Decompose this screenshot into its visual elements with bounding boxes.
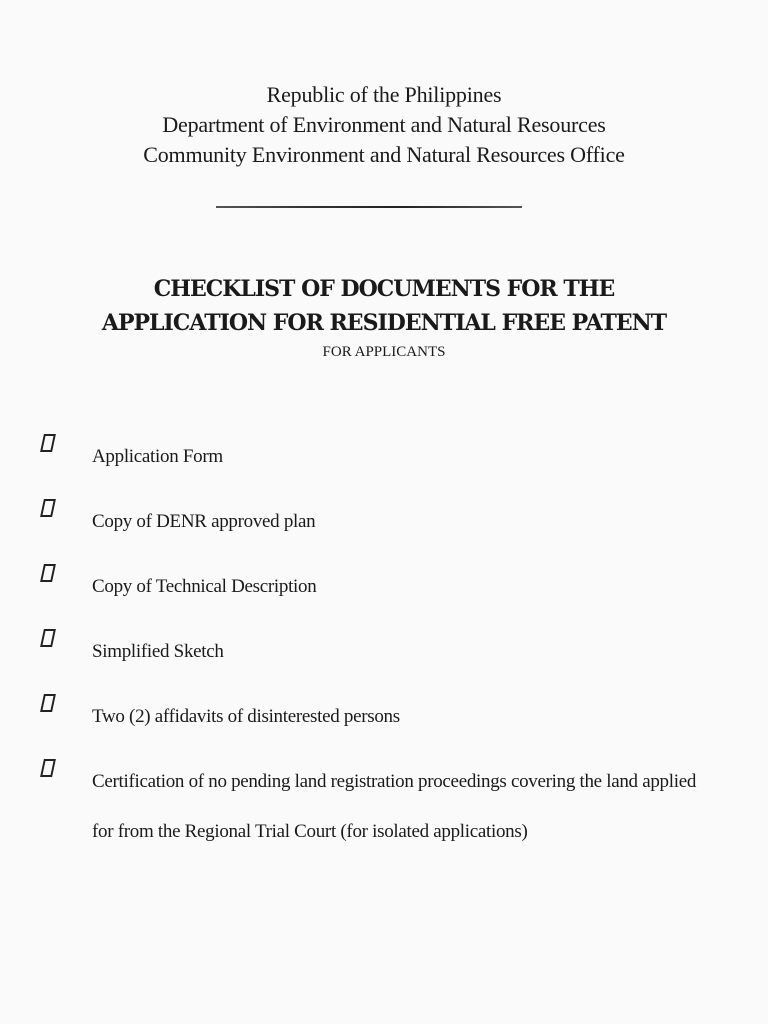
checklist-item-approved-plan bbox=[0, 497, 768, 547]
header-republic: Republic of the Philippines bbox=[266, 82, 502, 107]
checklist-item-affidavits bbox=[0, 692, 768, 742]
checklist-item-technical-description bbox=[0, 562, 768, 612]
checklist-item-label: Certification of no pending land registration proceedings covering the land applied for from the Regional Trial Court (for isolated applications) bbox=[92, 771, 697, 842]
title-line-1: CHECKLIST OF DOCUMENTS FOR THE bbox=[153, 276, 615, 302]
document-title bbox=[0, 272, 768, 362]
checklist-item-application-form bbox=[0, 432, 768, 482]
checkbox-icon[interactable] bbox=[40, 694, 56, 712]
checklist-item-certification bbox=[0, 757, 768, 857]
checklist-item-label: Application Form bbox=[92, 446, 223, 467]
checklist-item-label: Simplified Sketch bbox=[92, 641, 224, 662]
header-office: Community Environment and Natural Resources Office bbox=[143, 142, 625, 167]
checkbox-icon[interactable] bbox=[40, 564, 56, 582]
header-divider bbox=[216, 206, 522, 208]
checklist-item-label: Copy of DENR approved plan bbox=[92, 511, 316, 532]
checklist-item-simplified-sketch bbox=[0, 627, 768, 677]
checkbox-icon[interactable] bbox=[40, 434, 56, 452]
checkbox-icon[interactable] bbox=[40, 629, 56, 647]
title-line-2: APPLICATION FOR RESIDENTIAL FREE PATENT bbox=[101, 310, 667, 336]
checklist-item-label: Copy of Technical Description bbox=[92, 576, 317, 597]
office-header bbox=[0, 80, 768, 170]
checkbox-icon[interactable] bbox=[40, 499, 56, 517]
checklist-item-label: Two (2) affidavits of disinterested persons bbox=[92, 706, 400, 727]
header-department: Department of Environment and Natural Resources bbox=[162, 112, 606, 137]
checkbox-icon[interactable] bbox=[40, 759, 56, 777]
document-subtitle: FOR APPLICANTS bbox=[322, 344, 446, 360]
requirements-checklist bbox=[0, 446, 768, 886]
